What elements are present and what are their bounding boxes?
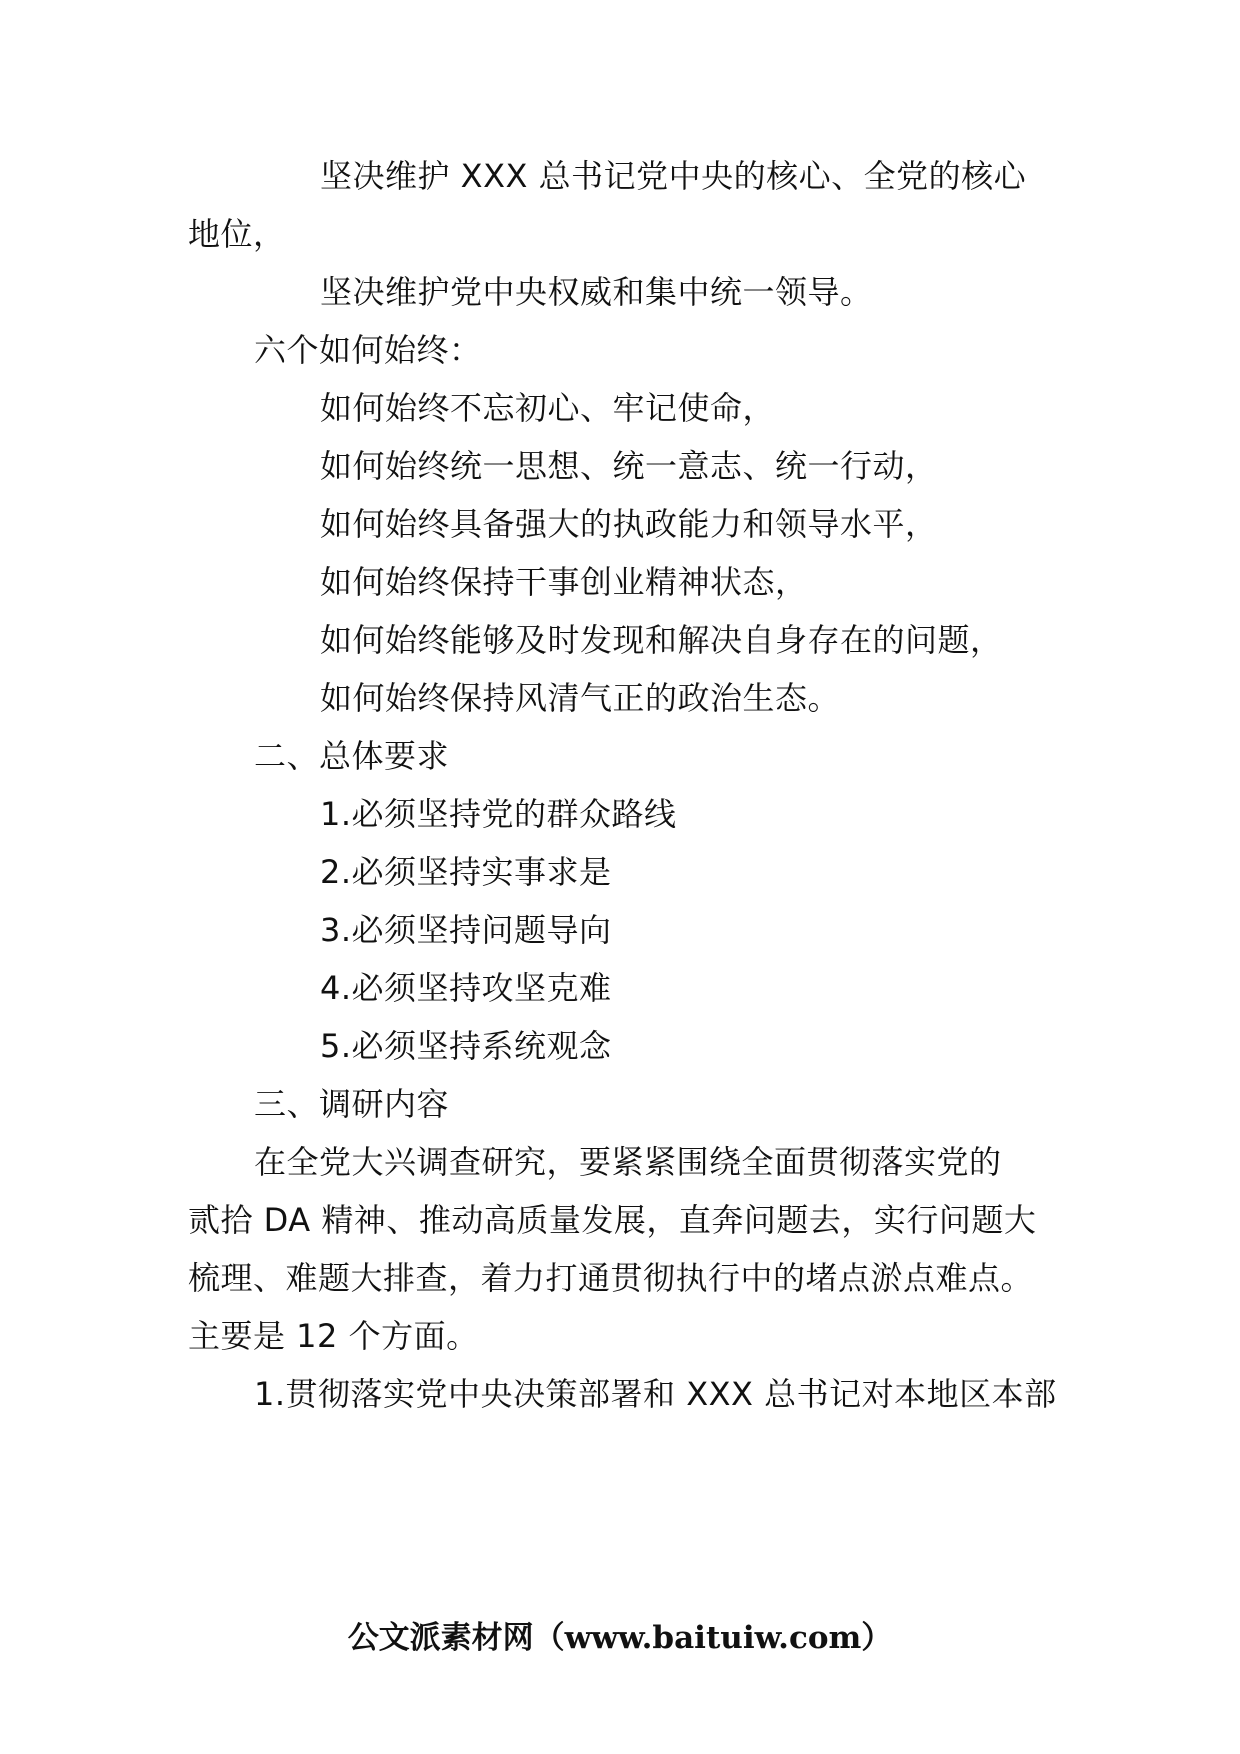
paragraph-line: 地位， bbox=[188, 215, 286, 253]
paragraph-line: 梳理、难题大排查，着力打通贯彻执行中的堵点淤点难点。 bbox=[188, 1259, 1034, 1297]
section-heading: 二、总体要求 bbox=[254, 737, 450, 775]
paragraph-line: 贰拾 DA 精神、推动高质量发展，直奔问题去，实行问题大 bbox=[188, 1201, 1037, 1239]
list-item: 3.必须坚持问题导向 bbox=[320, 911, 612, 949]
list-item: 如何始终能够及时发现和解决自身存在的问题， bbox=[320, 621, 1003, 659]
list-item: 如何始终具备强大的执政能力和领导水平， bbox=[320, 505, 938, 543]
paragraph-line: 1.贯彻落实党中央决策部署和 XXX 总书记对本地区本部 bbox=[254, 1375, 1057, 1413]
list-item: 1.必须坚持党的群众路线 bbox=[320, 795, 677, 833]
list-item: 如何始终保持干事创业精神状态， bbox=[320, 563, 808, 601]
paragraph-line: 坚决维护 XXX 总书记党中央的核心、全党的核心 bbox=[320, 157, 1027, 195]
list-item: 如何始终不忘初心、牢记使命， bbox=[320, 389, 776, 427]
paragraph-line: 在全党大兴调查研究，要紧紧围绕全面贯彻落实党的 bbox=[254, 1143, 1002, 1181]
list-item: 4.必须坚持攻坚克难 bbox=[320, 969, 612, 1007]
list-item: 如何始终统一思想、统一意志、统一行动， bbox=[320, 447, 938, 485]
page-footer: 公文派素材网（www.baituiw.com） bbox=[347, 1620, 893, 1656]
list-item: 2.必须坚持实事求是 bbox=[320, 853, 612, 891]
list-item: 如何始终保持风清气正的政治生态。 bbox=[320, 679, 841, 717]
section-heading: 三、调研内容 bbox=[254, 1085, 450, 1123]
section-heading: 六个如何始终： bbox=[254, 331, 482, 369]
paragraph-line: 坚决维护党中央权威和集中统一领导。 bbox=[320, 273, 873, 311]
list-item: 5.必须坚持系统观念 bbox=[320, 1027, 612, 1065]
paragraph-line: 主要是 12 个方面。 bbox=[188, 1317, 479, 1355]
